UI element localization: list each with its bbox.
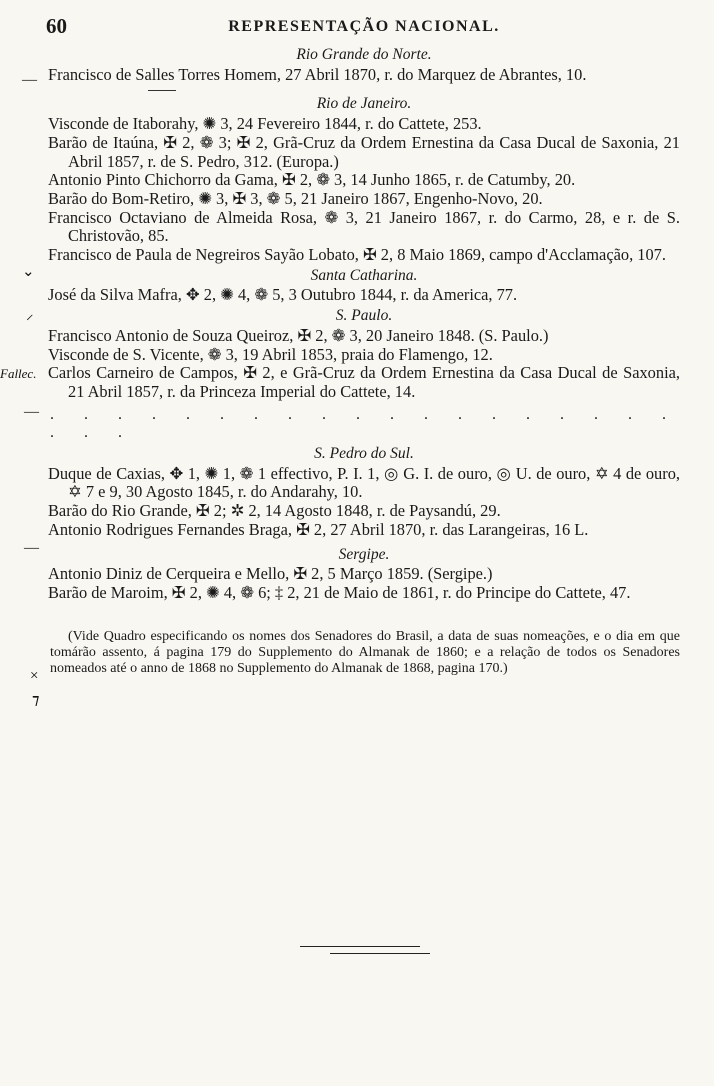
- divider: [148, 90, 176, 91]
- list-item: Barão de Maroim, ✠ 2, ✺ 4, ❁ 6; ‡ 2, 21 de Maio de 1861, r. do Principe do Cattete, 47.: [48, 582, 631, 602]
- page-header: [46, 14, 682, 40]
- list-item: Antonio Pinto Chichorro da Gama, ✠ 2, ❁ 3, 14 Junho 1865, r. de Catumby, 20.: [48, 170, 576, 190]
- footer-rule: [330, 953, 430, 954]
- state-heading: S. Pedro do Sul.: [314, 445, 414, 463]
- state-heading: Rio de Janeiro.: [316, 95, 412, 113]
- senator-list: [48, 44, 680, 677]
- list-item: José da Silva Mafra, ✥ 2, ✺ 4, ❁ 5, 3 Outubro 1844, r. da America, 77.: [48, 285, 518, 305]
- margin-dash-mark: ⸝: [26, 307, 34, 323]
- footer-rule: [300, 946, 420, 947]
- margin-dash-mark: —: [24, 404, 39, 420]
- list-item: Barão de Itaúna, ✠ 2, ❁ 3; ✠ 2, Grã-Cruz da Ordem Ernestina da Casa Ducal de Saxonia, 21 Abril 1857, r. de S. Pedro, 312. (Europa.): [48, 132, 680, 171]
- state-heading: S. Paulo.: [335, 307, 393, 325]
- list-item: Francisco Antonio de Souza Queiroz, ✠ 2, ❁ 3, 20 Janeiro 1848. (S. Paulo.): [48, 325, 549, 345]
- list-item: Visconde de Itaborahy, ✺ 3, 24 Fevereiro 1844, r. do Cattete, 253.: [48, 114, 482, 134]
- list-item: Antonio Rodrigues Fernandes Braga, ✠ 2, 27 Abril 1870, r. das Larangeiras, 16 L.: [48, 519, 589, 539]
- margin-dash-mark: —: [22, 72, 37, 88]
- list-item: Francisco de Salles Torres Homem, 27 Abril 1870, r. do Marquez de Abrantes, 10.: [48, 64, 587, 84]
- margin-check-mark: ⁊: [32, 692, 40, 708]
- list-item: Francisco Octaviano de Almeida Rosa, ❁ 3, 21 Janeiro 1867, r. do Carmo, 28, e r. de S. Christovão, 85.: [48, 207, 680, 246]
- list-item: Antonio Diniz de Cerqueira e Mello, ✠ 2, 5 Março 1859. (Sergipe.): [48, 564, 493, 584]
- list-item: Barão do Bom-Retiro, ✺ 3, ✠ 3, ❁ 5, 21 Janeiro 1867, Engenho-Novo, 20.: [48, 188, 543, 208]
- list-item: Visconde de S. Vicente, ❁ 3, 19 Abril 1853, praia do Flamengo, 12.: [48, 344, 493, 364]
- margin-dash-mark: —: [24, 540, 39, 556]
- footnote: (Vide Quadro especificando os nomes dos Senadores do Brasil, a data de suas nomeações, e o dia em que tomárão assento, á pagina 179 do Supplemento do Almanak de 1860; e a relação de todos os Senadores nomeados até o anno de 1868 no Supplemento do Almanak de 1868, pagina 170.): [50, 628, 680, 676]
- list-item: Barão do Rio Grande, ✠ 2; ✲ 2, 14 Agosto 1848, r. de Paysandú, 29.: [48, 501, 501, 521]
- running-title: REPRESENTAÇÃO NACIONAL.: [228, 18, 500, 35]
- page-number: 60: [46, 14, 67, 38]
- dot-leader: . . . . . . . . . . . . . . . . . . . . . .: [50, 405, 679, 442]
- state-heading: Sergipe.: [338, 545, 390, 563]
- margin-dash-mark: ⌄: [22, 264, 35, 280]
- state-heading: Santa Catharina.: [310, 266, 418, 284]
- handwritten-note: Fallec.: [0, 366, 37, 381]
- list-item: Duque de Caxias, ✥ 1, ✺ 1, ❁ 1 effectivo, P. I. 1, ◎ G. I. de ouro, ◎ U. de ouro, ✡ 4 de ouro, ✡ 7 e 9, 30 Agosto 1845, r. do Andarahy, 10.: [48, 463, 680, 502]
- state-heading: Rio Grande do Norte.: [296, 46, 432, 63]
- margin-check-mark: ×: [30, 668, 39, 684]
- list-item: Carlos Carneiro de Campos, ✠ 2, e Grã-Cruz da Ordem Ernestina da Casa Ducal de Saxonia, 21 Abril 1857, r. da Princeza Imperial do Cattete, 14.: [48, 363, 680, 401]
- list-item: Francisco de Paula de Negreiros Sayão Lobato, ✠ 2, 8 Maio 1869, campo d'Acclamação, 107.: [48, 245, 666, 265]
